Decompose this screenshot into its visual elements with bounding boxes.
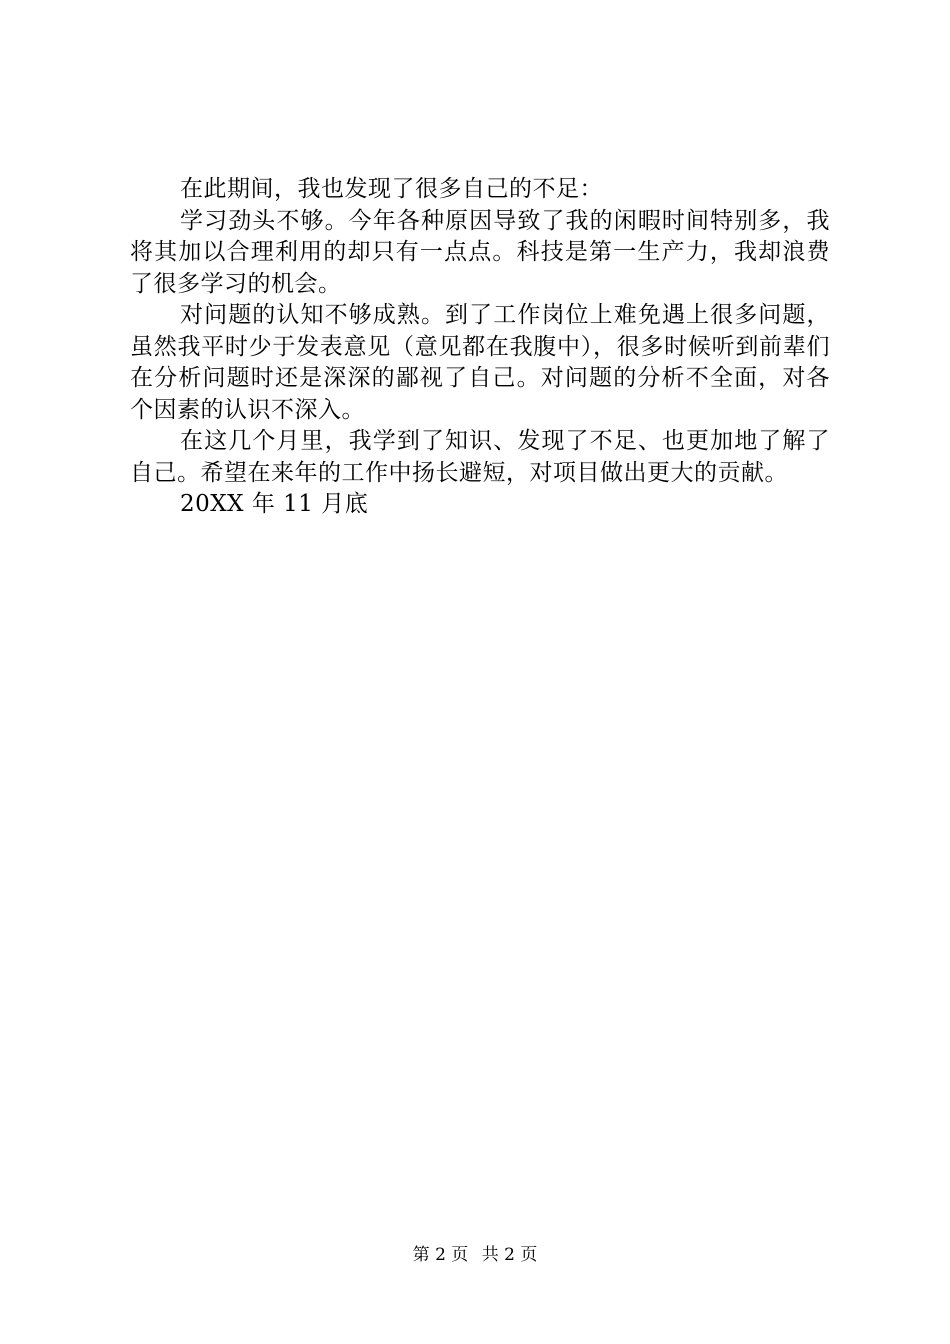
paragraph-cognition: 对问题的认知不够成熟。到了工作岗位上难免遇上很多问题，虽然我平时少于发表意见（意见都在我腹中），很多时候听到前辈们在分析问题时还是深深的鄙视了自己。对问题的分析不全面，对各个因素的认识不深入。 (130, 302, 830, 423)
document-date: 20XX 年 11 月底 (180, 491, 369, 517)
document-body (130, 174, 830, 521)
paragraph-study: 学习劲头不够。今年各种原因导致了我的闲暇时间特别多，我将其加以合理利用的却只有一点点。科技是第一生产力，我却浪费了很多学习的机会。 (130, 207, 830, 297)
page-number: 第 2 页 (412, 1245, 469, 1265)
page-footer (0, 1243, 950, 1267)
paragraph-intro: 在此期间，我也发现了很多自己的不足： (180, 176, 603, 202)
paragraph-conclusion: 在这几个月里，我学到了知识、发现了不足、也更加地了解了自己。希望在来年的工作中扬长避短，对项目做出更大的贡献。 (130, 428, 830, 486)
page-total: 共 2 页 (481, 1245, 538, 1265)
